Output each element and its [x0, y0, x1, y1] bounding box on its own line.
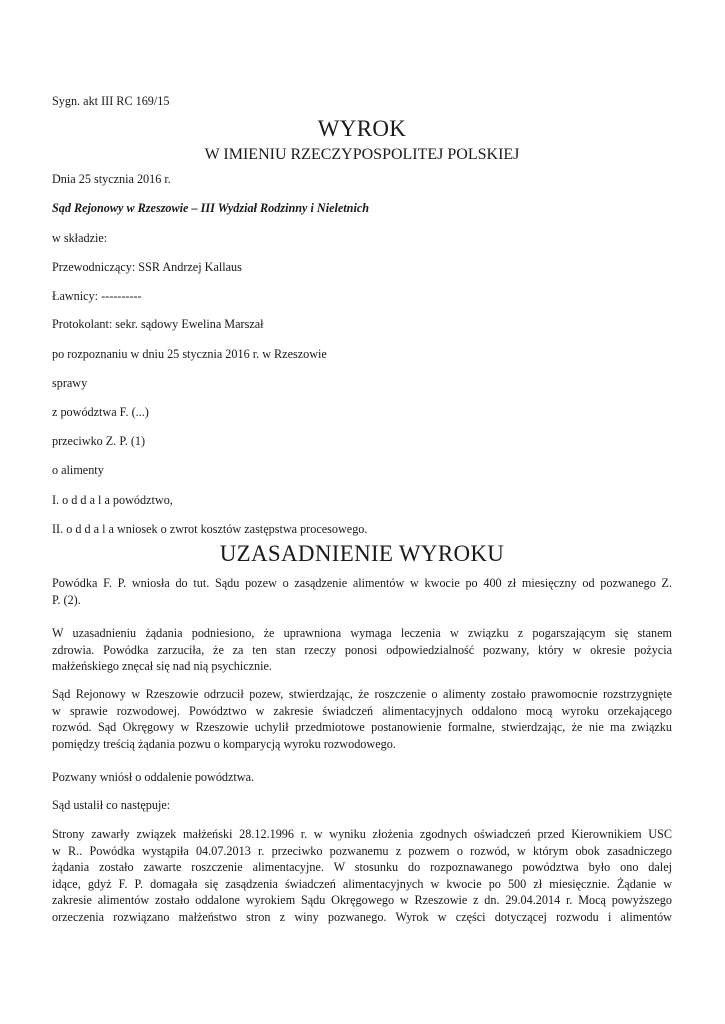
document-title: WYROK	[317, 116, 407, 141]
paragraph-line: idące, gdyż F. P. domagała się zasądzenia świadczeń alimentacyjnych w kwocie po 500 zł miesięcznie. Żądanie w	[52, 876, 672, 891]
paragraph-line: pomiędzy treścią żądania pozwu o komparycją wyroku rozwodowego.	[52, 736, 396, 751]
hearing-info: po rozpoznaniu w dniu 25 stycznia 2016 r. w Rzeszowie	[52, 347, 327, 361]
ruling-point-2: II. o d d a l a wniosek o zwrot kosztów zastępstwa procesowego.	[52, 522, 368, 536]
composition-intro: w składzie:	[52, 231, 108, 245]
paragraph-line: zakresie alimentów zostało oddalone wyrokiem Sądu Okręgowego w Rzeszowie z dn. 29.04.2014 r. Mocą powyższego	[52, 893, 672, 908]
claimant: z powództwa F. (...)	[52, 405, 149, 419]
justification-paragraph-3	[52, 686, 672, 752]
judgment-date: Dnia 25 stycznia 2016 r.	[52, 172, 171, 186]
paragraph-line: w sprawie rozwodowej. Powództwo w zakresie świadczeń alimentacyjnych oddalono mocą wyroku orzekającego	[52, 703, 672, 718]
court-name: Sąd Rejonowy w Rzeszowie – III Wydział Rodzinny i Nieletnich	[52, 201, 370, 215]
court-recorder: Protokolant: sekr. sądowy Ewelina Marszał	[52, 317, 264, 331]
paragraph-line: Strony zawarły związek małżeński 28.12.1996 r. w wyniku złożenia zgodnych oświadczeń przed Kierownikiem USC	[52, 827, 672, 841]
justification-paragraph-2	[52, 625, 672, 675]
justification-paragraph-6	[52, 826, 672, 926]
presiding-judge: Przewodniczący: SSR Andrzej Kallaus	[52, 260, 242, 274]
paragraph-line: małżeńskiego znęcał się nad nią psychicznie.	[52, 659, 272, 674]
paragraph-line: Powódka F. P. wniosła do tut. Sądu pozew o zasądzenie alimentów w kwocie po 400 zł miesięczny od pozwanego Z.	[52, 576, 672, 590]
justification-paragraph-1	[52, 575, 672, 608]
document-subtitle: W IMIENIU RZECZYPOSPOLITEJ POLSKIEJ	[204, 146, 520, 163]
paragraph-line: W uzasadnieniu żądania podniesiono, że uprawniona wymaga leczenia w związku z pogarszającym się stanem	[52, 626, 672, 640]
paragraph-line: orzeczenia rozwiązano małżeństwo stron z winy pozwanego. Wyrok w części dotyczącej rozwodu i alimentów	[52, 909, 672, 924]
case-subject: o alimenty	[52, 463, 104, 477]
paragraph-line: w R.. Powódka wystąpiła 04.07.2013 r. przeciwko pozwanemu z pozwem o rozwód, w którym obok zasadniczego	[52, 843, 672, 858]
case-signature: Sygn. akt III RC 169/15	[52, 94, 170, 108]
paragraph-line: Sąd Rejonowy w Rzeszowie odrzucił pozew, stwierdzając, że roszczenie o alimenty zostało prawomocnie rozstrzygnięte	[52, 687, 672, 701]
lay-judges: Ławnicy: ----------	[52, 289, 142, 303]
justification-paragraph-5: Sąd ustalił co następuje:	[52, 798, 171, 812]
justification-heading: UZASADNIENIE WYROKU	[219, 541, 505, 566]
paragraph-line: P. (2).	[52, 592, 81, 607]
paragraph-line: zdrowia. Powódka zarzuciła, że za ten stan rzeczy ponosi odpowiedzialność pozwany, który w okresie pożycia	[52, 642, 672, 657]
case-word: sprawy	[52, 376, 88, 390]
paragraph-line: żądania zostało zawarte roszczenie alimentacyjne. W stosunku do rozpoznawanego powództwa było ono dalej	[52, 860, 672, 875]
ruling-point-1: I. o d d a l a powództwo,	[52, 493, 173, 507]
paragraph-line: rozwód. Sąd Okręgowy w Rzeszowie uchylił przedmiotowe postanowienie formalne, stwierdzając, że nie ma związku	[52, 720, 672, 735]
defendant: przeciwko Z. P. (1)	[52, 434, 146, 448]
justification-paragraph-4: Pozwany wniósł o oddalenie powództwa.	[52, 770, 255, 784]
